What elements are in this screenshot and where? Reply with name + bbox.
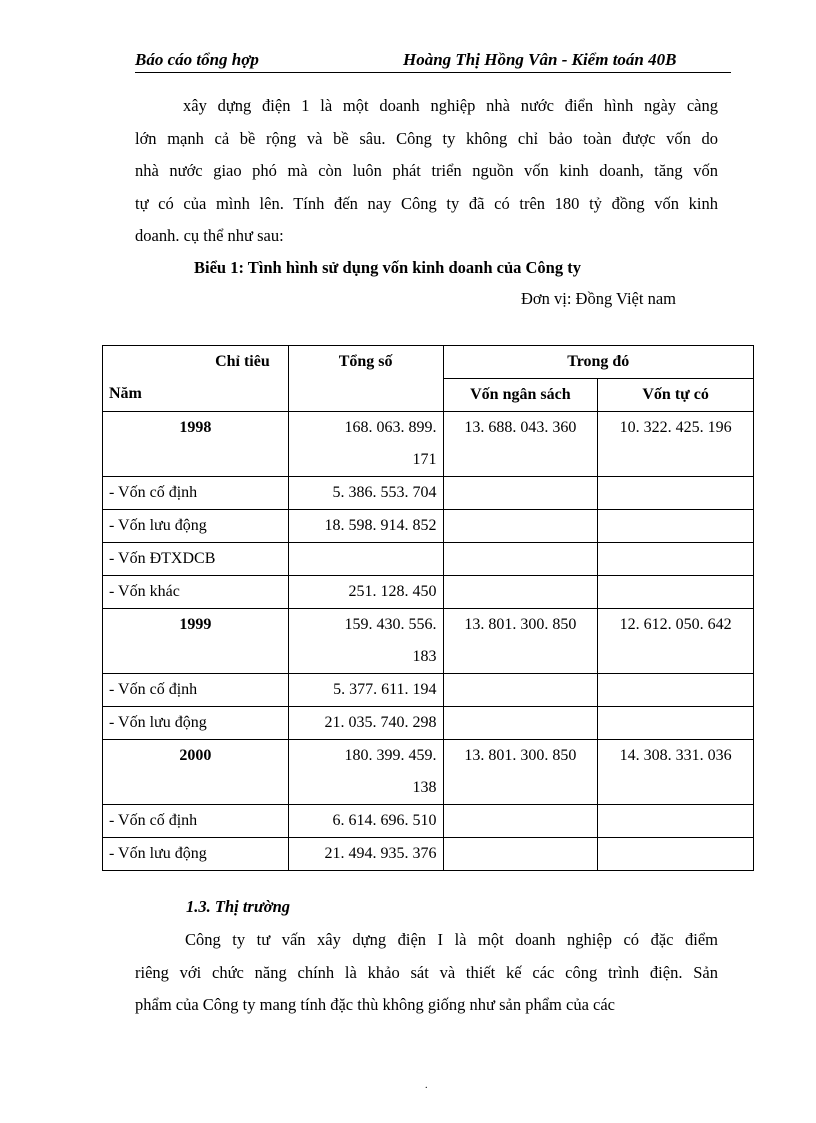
row-label: - Vốn lưu động (103, 838, 289, 871)
row-von-ngan-sach (443, 674, 598, 707)
row-total-line: 251. 128. 450 (348, 583, 437, 600)
table-row (103, 740, 754, 805)
row-von-ngan-sach (443, 543, 598, 576)
row-von-tu-co (598, 838, 754, 871)
row-total-line: 168. 063. 899. (344, 419, 437, 436)
footer-mark: . (425, 1080, 428, 1091)
market-paragraph (135, 924, 718, 1022)
row-von-tu-co: 14. 308. 331. 036 (598, 740, 754, 805)
row-von-ngan-sach: 13. 801. 300. 850 (443, 609, 598, 674)
row-total (288, 838, 443, 871)
row-von-tu-co (598, 576, 754, 609)
row-total-line: 159. 430. 556. (344, 616, 437, 633)
table-row (103, 609, 754, 674)
page-header (135, 48, 731, 73)
row-total-line: 180. 399. 459. (344, 747, 437, 764)
header-report-title: Báo cáo tổng hợp (135, 50, 259, 69)
table-body (103, 412, 754, 871)
row-total-line: 21. 035. 740. 298 (324, 714, 437, 731)
intro-line: doanh. cụ thể như sau: (135, 226, 284, 245)
table-title: Biểu 1: Tình hình sử dụng vốn kinh doanh của Công ty (194, 258, 581, 277)
row-total-line: 18. 598. 914. 852 (324, 517, 437, 534)
market-line: riêng với chức năng chính là khảo sát và thiết kế các công trình điện. Sản (135, 962, 718, 982)
header-tong-so: Tổng số (288, 346, 443, 412)
row-von-tu-co (598, 543, 754, 576)
row-von-ngan-sach (443, 576, 598, 609)
row-total-line: 21. 494. 935. 376 (324, 845, 437, 862)
row-total (288, 805, 443, 838)
header-author: Hoàng Thị Hồng Vân - Kiểm toán 40B (403, 50, 677, 69)
row-von-ngan-sach (443, 707, 598, 740)
row-von-ngan-sach (443, 477, 598, 510)
table-row (103, 576, 754, 609)
row-label: - Vốn cố định (103, 805, 289, 838)
header-chi-tieu-nam (103, 346, 289, 412)
row-total (288, 477, 443, 510)
market-line: Công ty tư vấn xây dựng điện I là một doanh nghiệp có đặc điểm (185, 930, 718, 949)
row-label: - Vốn cố định (103, 477, 289, 510)
intro-line: nhà nước giao phó mà còn luôn phát triển nguồn vốn kinh doanh, tăng vốn (135, 161, 718, 180)
row-label: - Vốn cố định (103, 674, 289, 707)
row-label: 1998 (103, 412, 289, 477)
row-von-tu-co (598, 805, 754, 838)
row-total (288, 707, 443, 740)
header-nam: Năm (109, 385, 142, 402)
row-von-tu-co (598, 477, 754, 510)
row-von-ngan-sach: 13. 801. 300. 850 (443, 740, 598, 805)
section-heading: 1.3. Thị trường (186, 897, 291, 916)
header-von-ngan-sach: Vốn ngân sách (443, 379, 598, 412)
table-row (103, 674, 754, 707)
row-total (288, 609, 443, 674)
row-total-line: 5. 386. 553. 704 (332, 484, 437, 501)
table-row (103, 543, 754, 576)
row-von-ngan-sach (443, 510, 598, 543)
intro-line: xây dựng điện 1 là một doanh nghiệp nhà nước điển hình ngày càng (183, 96, 718, 115)
row-label: - Vốn lưu động (103, 707, 289, 740)
row-von-tu-co (598, 510, 754, 543)
row-total (288, 412, 443, 477)
intro-paragraph (135, 90, 718, 253)
row-von-tu-co: 10. 322. 425. 196 (598, 412, 754, 477)
table-row (103, 838, 754, 871)
row-von-ngan-sach (443, 838, 598, 871)
row-total (288, 576, 443, 609)
table-unit: Đơn vị: Đồng Việt nam (521, 289, 677, 308)
header-trong-do: Trong đó (443, 346, 754, 379)
table-row (103, 707, 754, 740)
table-row (103, 412, 754, 477)
row-total (288, 510, 443, 543)
table-row (103, 510, 754, 543)
row-label: 1999 (103, 609, 289, 674)
row-von-tu-co: 12. 612. 050. 642 (598, 609, 754, 674)
row-label: - Vốn khác (103, 576, 289, 609)
table-row (103, 805, 754, 838)
row-label: - Vốn ĐTXDCB (103, 543, 289, 576)
row-total-line: 171 (412, 451, 437, 468)
header-chi-tieu: Chỉ tiêu (215, 353, 270, 370)
row-von-ngan-sach (443, 805, 598, 838)
header-von-tu-co: Vốn tự có (598, 379, 754, 412)
row-total (288, 543, 443, 576)
row-total (288, 740, 443, 805)
row-label: 2000 (103, 740, 289, 805)
intro-line: tự có của mình lên. Tính đến nay Công ty đã có trên 180 tỷ đồng vốn kinh (135, 193, 718, 213)
row-total-line: 138 (412, 779, 437, 796)
table-row (103, 477, 754, 510)
market-line: phẩm của Công ty mang tính đặc thù không giống như sản phẩm của các (135, 995, 615, 1014)
row-von-ngan-sach: 13. 688. 043. 360 (443, 412, 598, 477)
row-total-line: 5. 377. 611. 194 (333, 681, 437, 698)
row-total-line: 6. 614. 696. 510 (332, 812, 437, 829)
row-von-tu-co (598, 674, 754, 707)
intro-line: lớn mạnh cả bề rộng và bề sâu. Công ty không chỉ bảo toàn được vốn do (135, 128, 718, 148)
capital-table (102, 345, 754, 871)
row-von-tu-co (598, 707, 754, 740)
row-total (288, 674, 443, 707)
row-label: - Vốn lưu động (103, 510, 289, 543)
row-total-line: 183 (412, 648, 437, 665)
